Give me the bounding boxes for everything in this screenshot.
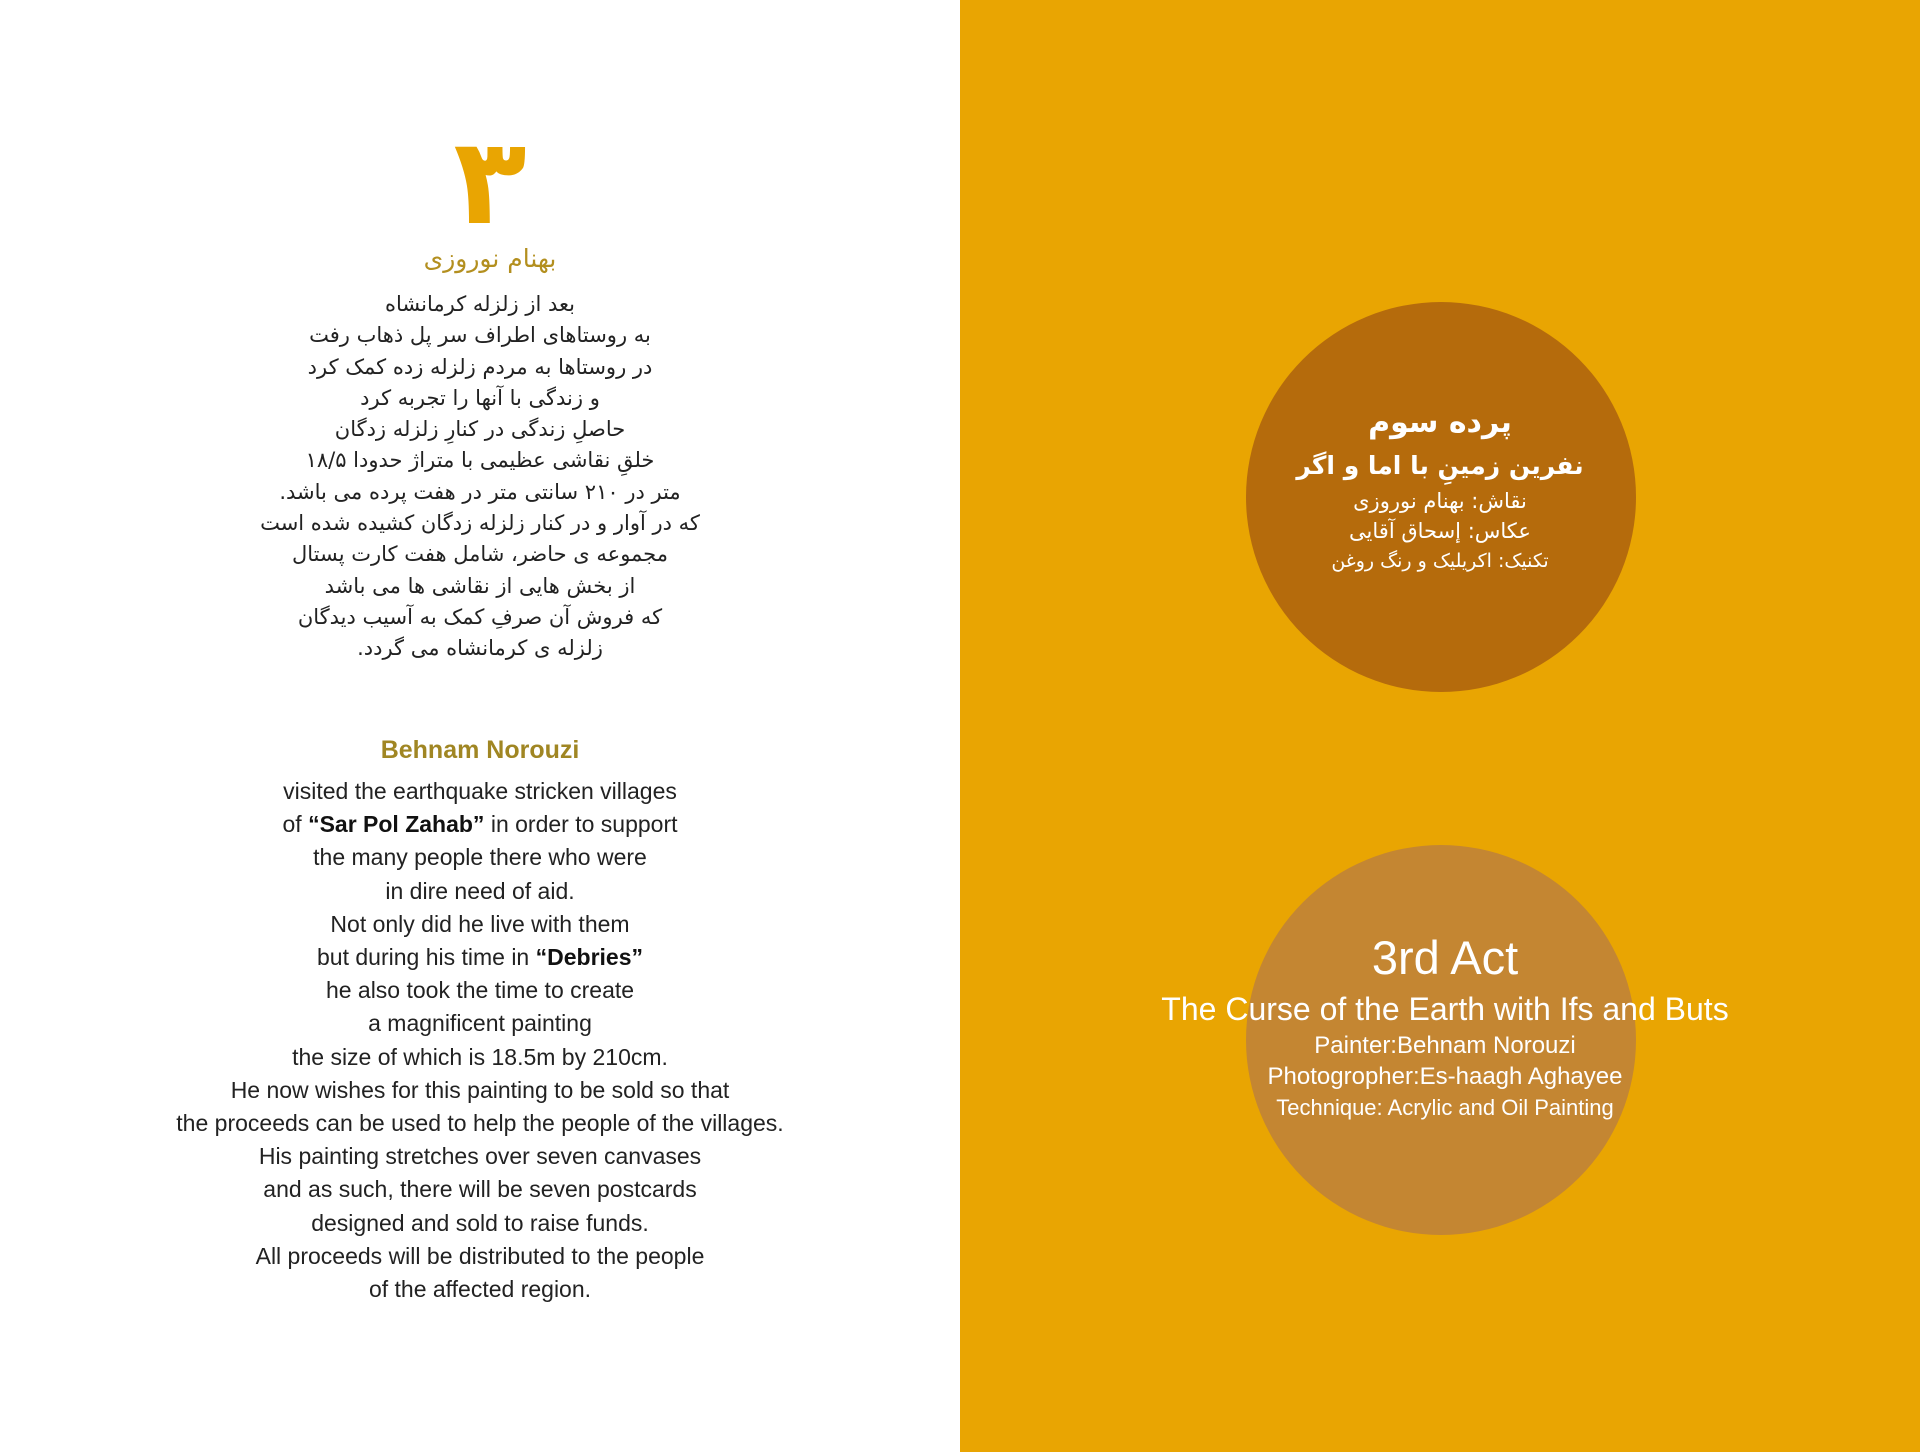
text-fragment: but during his time in (317, 944, 536, 971)
photographer-credit-fa: عکاس: إسحاق آقایی (1349, 519, 1531, 543)
painter-credit-en: Painter:Behnam Norouzi (1314, 1032, 1576, 1059)
english-line: of the affected region. (368, 1276, 592, 1303)
persian-line: از بخش هایی از نقاشی ها می باشد (324, 573, 636, 598)
act-heading-en: 3rd Act (1371, 931, 1519, 984)
english-line: he also took the time to create (325, 977, 635, 1004)
painter-credit-fa: نقاش: بهنام نوروزی (1353, 489, 1527, 513)
technique-credit-fa: تکنیک: اکریلیک و رنگ روغن (1331, 550, 1549, 572)
english-line (100, 808, 860, 841)
persian-line: که فروش آن صرفِ کمک به آسیب دیدگان (297, 604, 663, 629)
text-fragment: of (282, 811, 309, 838)
english-line: in dire need of aid. (385, 877, 575, 904)
persian-line: متر در ۲۱۰ سانتی متر در هفت پرده می باشد. (279, 479, 681, 504)
english-line: designed and sold to raise funds. (311, 1209, 649, 1236)
english-line: He now wishes for this painting to be sold so that (230, 1076, 730, 1103)
photographer-credit-en: Photogropher:Es-haagh Aghayee (1267, 1063, 1623, 1090)
persian-artist-name: بهنام نوروزی (423, 244, 557, 273)
persian-act-card (1255, 400, 1625, 576)
place-name-sar-pol-zahab: “Sar Pol Zahab” (308, 811, 485, 838)
word-debries: “Debries” (535, 944, 643, 971)
persian-line: مجموعه ی حاضر، شامل هفت کارت پستال (292, 542, 668, 567)
english-description (100, 775, 860, 1306)
english-line: Not only did he live with them (330, 910, 630, 937)
english-line (100, 941, 860, 974)
persian-line: بعد از زلزله کرمانشاه (385, 292, 575, 316)
english-act-card (1060, 928, 1830, 1124)
english-line: the many people there who were (313, 844, 647, 871)
persian-line: در روستاها به مردم زلزله زده کمک کرد (307, 354, 653, 379)
english-line: the size of which is 18.5m by 210cm. (292, 1043, 668, 1070)
english-line: All proceeds will be distributed to the people (255, 1242, 705, 1269)
english-line: His painting stretches over seven canvases (258, 1143, 702, 1170)
persian-line: حاصلِ زندگی در کنارِ زلزله زدگان (334, 417, 626, 442)
act-title-fa: نفرین زمینِ با اما و اگر (1296, 451, 1584, 480)
persian-line: و زندگی با آنها را تجربه کرد (360, 385, 600, 410)
persian-line: که در آوار و در کنار زلزله زدگان کشیده شده است (260, 511, 700, 536)
english-line: and as such, there will be seven postcards (263, 1176, 697, 1203)
act-heading-fa: پرده سوم (1368, 405, 1512, 440)
persian-line: زلزله ی کرمانشاه می گردد. (357, 636, 603, 661)
persian-line: به روستاهای اطراف سر پل ذهاب رفت (309, 323, 651, 348)
text-fragment: in order to support (484, 811, 678, 838)
english-line: a magnificent painting (368, 1010, 592, 1037)
chapter-numeral: ٣ (453, 113, 527, 252)
english-artist-name: Behnam Norouzi (380, 736, 580, 764)
english-line: visited the earthquake stricken villages (283, 778, 677, 804)
english-line: the proceeds can be used to help the people of the villages. (176, 1110, 784, 1137)
act-title-en: The Curse of the Earth with Ifs and Buts (1161, 991, 1729, 1027)
persian-line: خلقِ نقاشی عظیمی با متراژ حدودا ۱۸/۵ (305, 448, 655, 473)
persian-description (220, 289, 740, 665)
technique-credit-en: Technique: Acrylic and Oil Painting (1276, 1095, 1614, 1120)
